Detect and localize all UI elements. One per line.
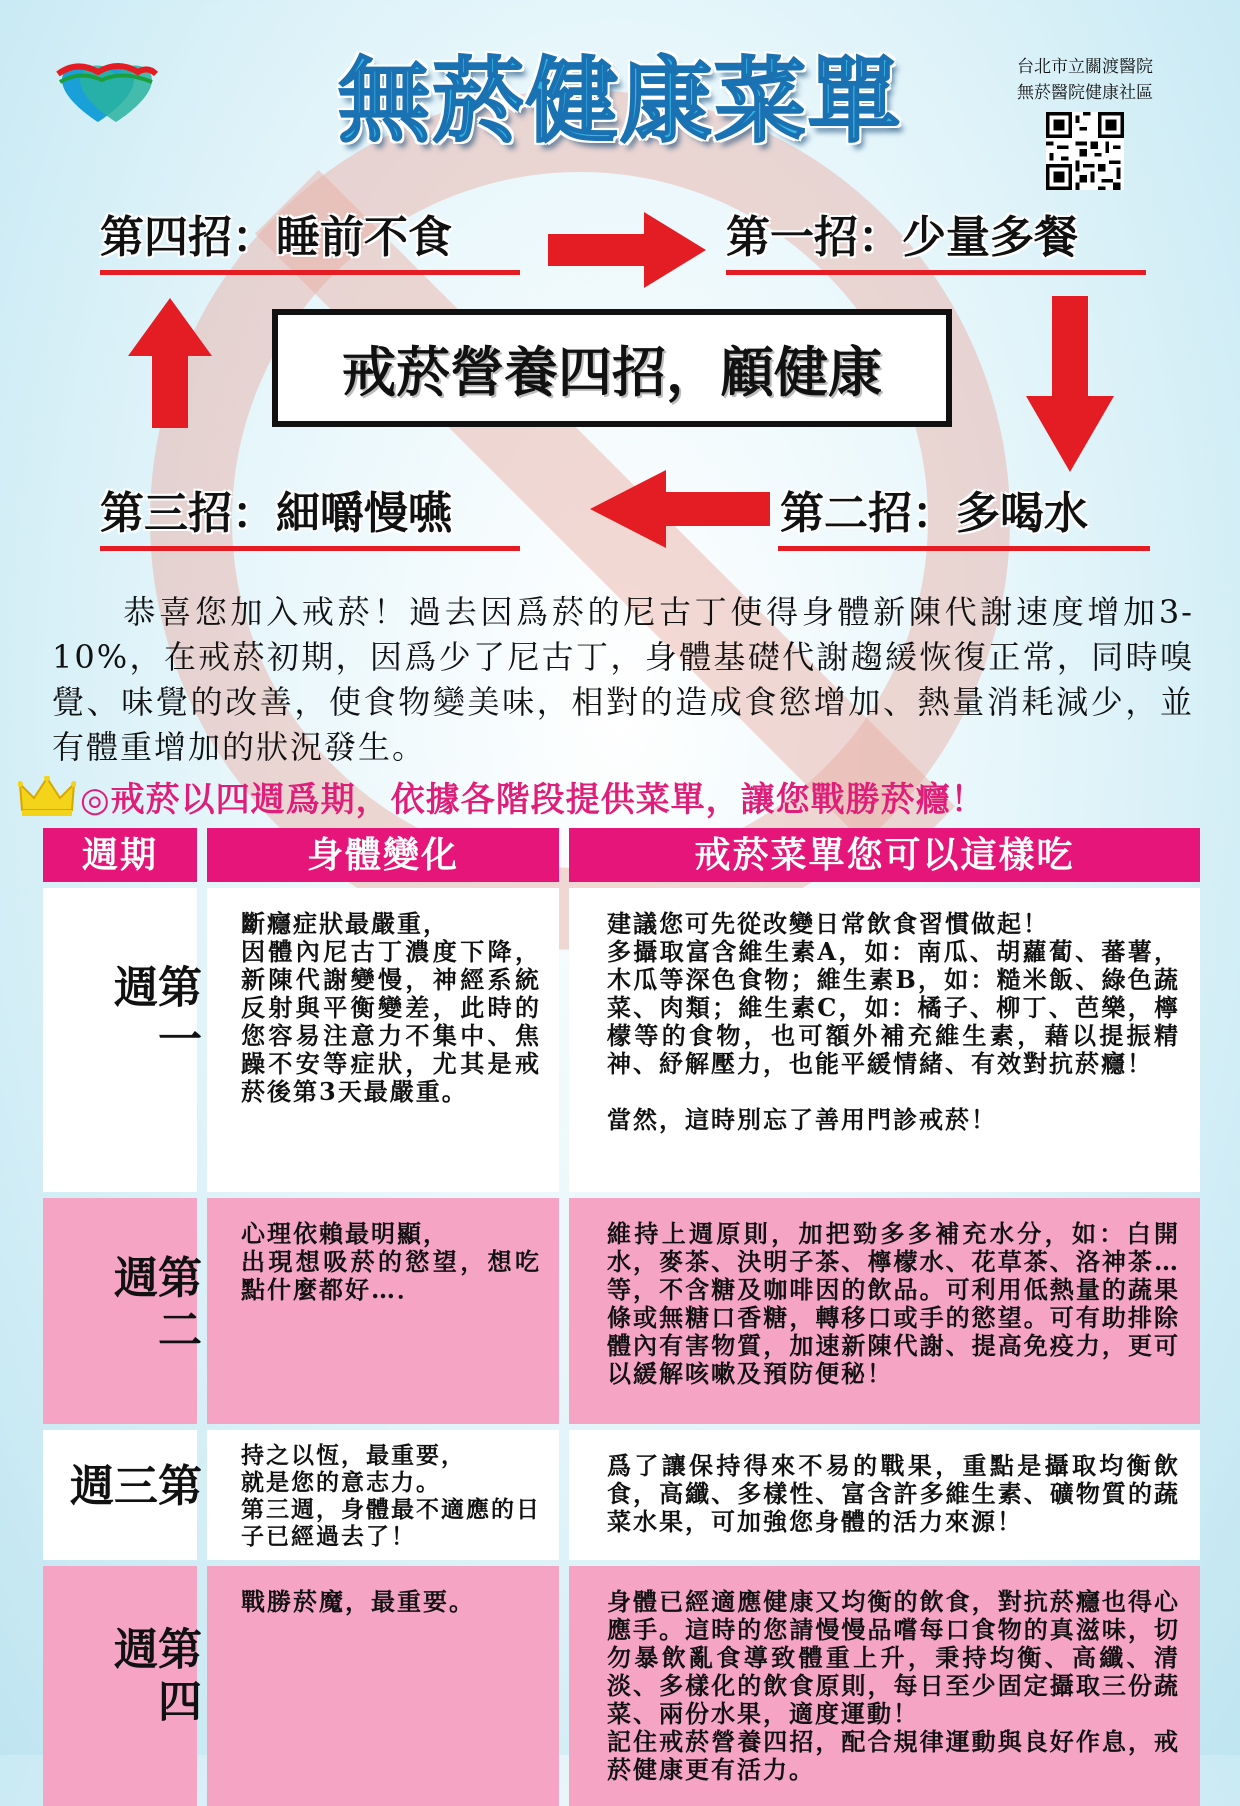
table-header-body-change: 身體變化 [207,828,559,882]
step-2-underline [778,546,1150,551]
hospital-name [990,54,1180,106]
body-change-text: 斷癮症狀最嚴重， 因體內尼古丁濃度下降，新陳代謝變慢，神經系統反射與平衡變差，此時的您容易注意力不集中、焦躁不安等症狀，尤其是戒菸後第3天最嚴重。 [241,909,541,1106]
arrow-right-icon [548,212,706,288]
hospital-line-2: 無菸醫院健康社區 [1017,83,1153,103]
logo-hearts-icon [52,52,162,132]
menu-text: 建議您可先從改變日常飲食習慣做起！ 多攝取富含維生素A，如：南瓜、胡蘿蔔、蕃薯，木瓜等深色食物；維生素B，如：糙米飯、綠色蔬菜、肉類；維生素C，如：橘子、柳丁、芭樂，檸檬等的食物，也可額外補充維生素，藉以提振精神、紓解壓力，也能平緩情緒、有效對抗菸癮！ 當然，這時別忘了善用門診戒菸！ [607,909,1180,1134]
step-2-label: 第二招：多喝水 [780,488,1088,539]
week-label: 第四週 [106,1626,201,1730]
week-label: 第一週 [106,964,201,1068]
step-4-underline [100,270,520,275]
table-header-week: 週期 [43,828,197,882]
menu-text: 身體已經適應健康又均衡的飲食，對抗菸癮也得心應手。這時的您請慢慢品嚐每口食物的真滋味，切勿暴飲亂食導致體重上升，秉持均衡、高纖、清淡、多樣化的飲食原則，每日至少固定攝取三份蔬菜、兩份水果，適度運動！ 記住戒菸營養四招，配合規律運動與良好作息，戒菸健康更有活力。 [607,1587,1180,1784]
week-label: 第三週 [62,1462,201,1515]
center-slogan: 戒菸營養四招，顧健康 [342,340,882,404]
step-3-label: 第三招：細嚼慢嚥 [100,488,452,539]
body-change-text: 心理依賴最明顯， 出現想吸菸的慾望，想吃點什麼都好…． [241,1219,541,1304]
step-4-label: 第四招：睡前不食 [100,212,452,263]
arrow-down-icon [1026,296,1114,472]
body-change-text: 戰勝菸魔，最重要。 [241,1587,475,1616]
table-header-menu: 戒菸菜單您可以這樣吃 [569,828,1200,882]
menu-table [43,828,1200,1784]
week-label: 第二週 [106,1254,201,1359]
arrow-up-icon [128,298,212,428]
table-row [43,1430,1200,1560]
step-3-underline [100,546,520,551]
qr-code-icon[interactable] [1046,112,1124,190]
intro-paragraph: 恭喜您加入戒菸！過去因爲菸的尼古丁使得身體新陳代謝速度增加3-10%，在戒菸初期，因爲少了尼古丁，身體基礎代謝趨緩恢復正常，同時嗅覺、味覺的改善，使食物變美味，相對的造成食慾增加、熱量消耗減少，並有體重增加的狀況發生。 [52,593,1194,766]
body-change-text: 持之以恆，最重要， 就是您的意志力。 第三週，身體最不適應的日子已經過去了！ [241,1442,541,1550]
center-slogan-box [272,309,952,427]
arrow-left-icon [590,470,770,548]
step-1-underline [726,270,1146,275]
step-1-label: 第一招：少量多餐 [726,212,1078,263]
page-title: 無菸健康菜單 [337,48,902,155]
table-row [43,1198,1200,1424]
menu-text: 維持上週原則，加把勁多多補充水分，如：白開水，麥茶、決明子茶、檸檬水、花草茶、洛神茶…等，不含糖及咖啡因的飲品。可利用低熱量的蔬果條或無糖口香糖，轉移口或手的慾望。可有助排除體內有害物質，加速新陳代謝、提高免疫力，更可以緩解咳嗽及預防便秘！ [607,1219,1180,1388]
crown-icon [18,776,76,818]
menu-text: 爲了讓保持得來不易的戰果，重點是攝取均衡飲食，高纖、多樣性、富含許多維生素、礦物質的蔬菜水果，可加強您身體的活力來源！ [607,1451,1180,1536]
section-subtitle: ◎戒菸以四週爲期，依據各階段提供菜單，讓您戰勝菸癮！ [80,780,986,820]
table-row [43,888,1200,1192]
table-row [43,1566,1200,1806]
hospital-line-1: 台北市立關渡醫院 [1017,57,1153,77]
